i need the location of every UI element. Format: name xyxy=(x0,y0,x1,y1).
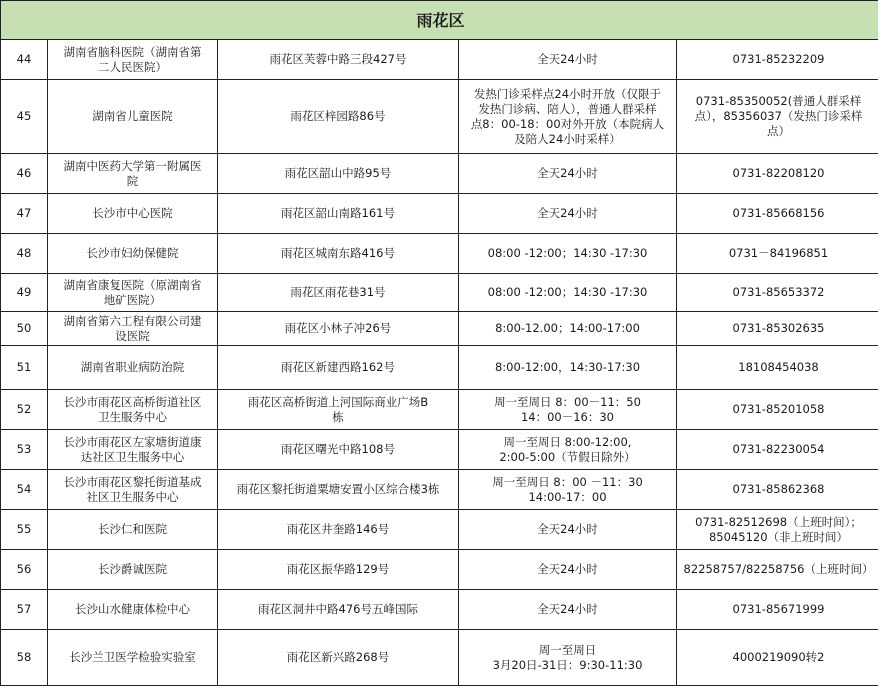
contact-phone: 0731-82512698（上班时间）； 85045120（非上班时间） xyxy=(677,510,880,550)
sampling-hours: 周一至周日 8：00 －11：30 14:00-17：00 xyxy=(459,470,677,510)
institution-name: 长沙市中心医院 xyxy=(48,194,218,234)
address: 雨花区井奎路146号 xyxy=(218,510,459,550)
address: 雨花区新建西路162号 xyxy=(218,346,459,390)
row-number: 51 xyxy=(1,346,48,390)
institution-name: 湖南省康复医院（原湖南省 地矿医院） xyxy=(48,274,218,312)
institution-name: 长沙市妇幼保健院 xyxy=(48,234,218,274)
sampling-hours: 08:00 -12:00；14:30 -17:30 xyxy=(459,274,677,312)
table-row xyxy=(1,274,880,312)
row-number: 57 xyxy=(1,590,48,630)
row-number: 58 xyxy=(1,630,48,686)
contact-phone: 0731-85232209 xyxy=(677,40,880,80)
row-number: 53 xyxy=(1,430,48,470)
sampling-hours: 全天24小时 xyxy=(459,154,677,194)
address: 雨花区小林子冲26号 xyxy=(218,312,459,346)
address: 雨花区雨花巷31号 xyxy=(218,274,459,312)
title-row xyxy=(1,1,880,40)
row-number: 48 xyxy=(1,234,48,274)
table-row xyxy=(1,630,880,686)
row-number: 49 xyxy=(1,274,48,312)
contact-phone: 0731-85668156 xyxy=(677,194,880,234)
row-number: 55 xyxy=(1,510,48,550)
institution-name: 长沙兰卫医学检验实验室 xyxy=(48,630,218,686)
address: 雨花区韶山中路95号 xyxy=(218,154,459,194)
table-row xyxy=(1,80,880,154)
institution-name: 长沙市雨花区高桥街道社区 卫生服务中心 xyxy=(48,390,218,430)
institution-name: 长沙市雨花区黎托街道基成 社区卫生服务中心 xyxy=(48,470,218,510)
sampling-hours: 发热门诊采样点24小时开放（仅限于 发热门诊病、陪人），普通人群采样 点8：00-18：00对外开放（本院病人 及陪人24小时采样） xyxy=(459,80,677,154)
address: 雨花区振华路129号 xyxy=(218,550,459,590)
table-row xyxy=(1,390,880,430)
sampling-hours: 全天24小时 xyxy=(459,510,677,550)
table-row xyxy=(1,430,880,470)
sampling-hours: 全天24小时 xyxy=(459,194,677,234)
address: 雨花区新兴路268号 xyxy=(218,630,459,686)
address: 雨花区黎托街道粟塘安置小区综合楼3栋 xyxy=(218,470,459,510)
institution-name: 长沙爵诚医院 xyxy=(48,550,218,590)
table-row xyxy=(1,346,880,390)
row-number: 56 xyxy=(1,550,48,590)
contact-phone: 0731-85201058 xyxy=(677,390,880,430)
contact-phone: 4000219090转2 xyxy=(677,630,880,686)
sampling-hours: 全天24小时 xyxy=(459,550,677,590)
address: 雨花区高桥街道上河国际商业广场B 栋 xyxy=(218,390,459,430)
row-number: 46 xyxy=(1,154,48,194)
institution-name: 湖南省脑科医院（湖南省第 二人民医院） xyxy=(48,40,218,80)
address: 雨花区洞井中路476号五峰国际 xyxy=(218,590,459,630)
table-row xyxy=(1,312,880,346)
sampling-hours: 08:00 -12:00；14:30 -17:30 xyxy=(459,234,677,274)
row-number: 45 xyxy=(1,80,48,154)
sampling-hours: 8:00-12:00，14:30-17:30 xyxy=(459,346,677,390)
contact-phone: 0731-82230054 xyxy=(677,430,880,470)
address: 雨花区韶山南路161号 xyxy=(218,194,459,234)
sampling-hours: 全天24小时 xyxy=(459,40,677,80)
table-row xyxy=(1,40,880,80)
address: 雨花区曙光中路108号 xyxy=(218,430,459,470)
address: 雨花区梓园路86号 xyxy=(218,80,459,154)
row-number: 47 xyxy=(1,194,48,234)
address: 雨花区城南东路416号 xyxy=(218,234,459,274)
contact-phone: 0731-85862368 xyxy=(677,470,880,510)
contact-phone: 0731－84196851 xyxy=(677,234,880,274)
table-row xyxy=(1,470,880,510)
contact-phone: 82258757/82258756（上班时间） xyxy=(677,550,880,590)
sampling-hours: 周一至周日 8：00－11：50 14：00－16：30 xyxy=(459,390,677,430)
institution-name: 长沙仁和医院 xyxy=(48,510,218,550)
table-row xyxy=(1,510,880,550)
table-row xyxy=(1,194,880,234)
contact-phone: 0731-85671999 xyxy=(677,590,880,630)
institution-name: 湖南省儿童医院 xyxy=(48,80,218,154)
address: 雨花区芙蓉中路三段427号 xyxy=(218,40,459,80)
contact-phone: 18108454038 xyxy=(677,346,880,390)
institution-name: 湖南省第六工程有限公司建 设医院 xyxy=(48,312,218,346)
sampling-hours: 全天24小时 xyxy=(459,590,677,630)
row-number: 50 xyxy=(1,312,48,346)
institution-name: 湖南中医药大学第一附属医 院 xyxy=(48,154,218,194)
table-row xyxy=(1,154,880,194)
contact-phone: 0731-82208120 xyxy=(677,154,880,194)
row-number: 44 xyxy=(1,40,48,80)
table-row xyxy=(1,590,880,630)
row-number: 54 xyxy=(1,470,48,510)
sampling-hours: 周一至周日 3月20日-31日：9:30-11:30 xyxy=(459,630,677,686)
sampling-hours: 8:00-12.00；14:00-17:00 xyxy=(459,312,677,346)
sampling-hours: 周一至周日 8:00-12:00, 2:00-5:00（节假日除外） xyxy=(459,430,677,470)
institution-name: 湖南省职业病防治院 xyxy=(48,346,218,390)
district-title: 雨花区 xyxy=(1,1,880,40)
institution-name: 长沙市雨花区左家塘街道康 达社区卫生服务中心 xyxy=(48,430,218,470)
table-row xyxy=(1,234,880,274)
row-number: 52 xyxy=(1,390,48,430)
contact-phone: 0731-85350052(普通人群采样 点），85356037（发热门诊采样 点） xyxy=(677,80,880,154)
contact-phone: 0731-85302635 xyxy=(677,312,880,346)
contact-phone: 0731-85653372 xyxy=(677,274,880,312)
table-row xyxy=(1,550,880,590)
institution-name: 长沙山水健康体检中心 xyxy=(48,590,218,630)
